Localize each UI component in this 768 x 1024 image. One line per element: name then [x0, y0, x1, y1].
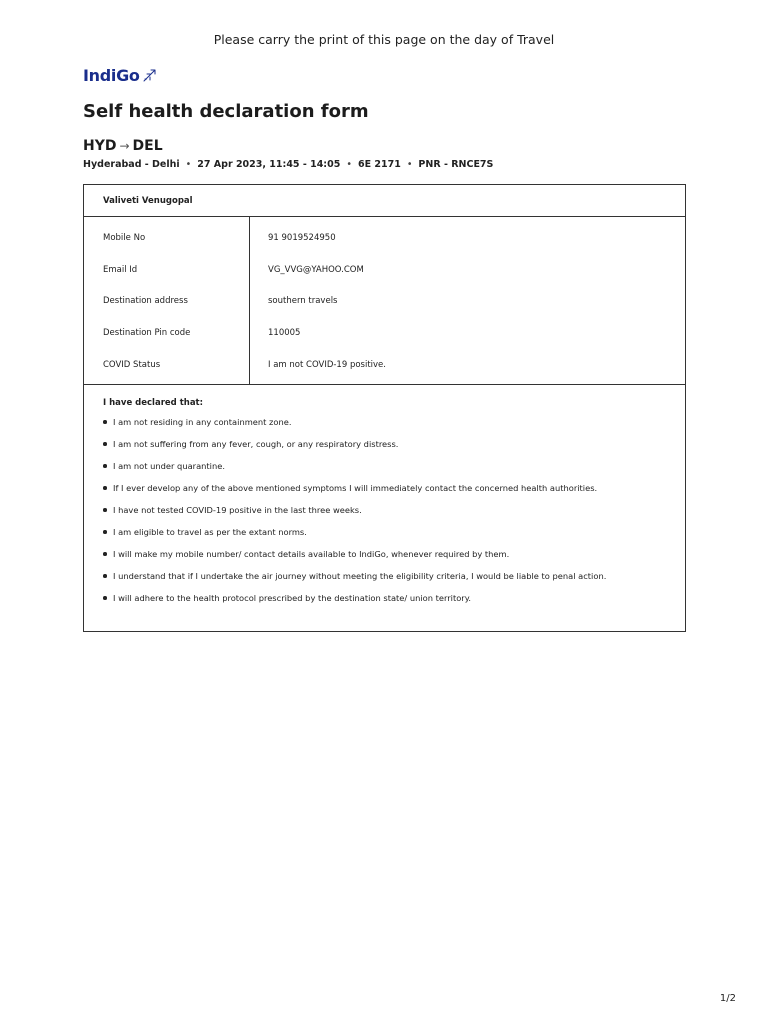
detail-row-address — [84, 291, 685, 311]
declaration-item: I am not residing in any containment zone. — [103, 416, 685, 438]
detail-label: Destination address — [103, 296, 188, 306]
declaration-item: I will adhere to the health protocol prescribed by the destination state/ union territory. — [103, 592, 685, 614]
flight-number: 6E 2171 — [357, 159, 401, 170]
detail-label: Email Id — [103, 265, 138, 275]
declaration-list — [103, 416, 685, 614]
route-to: DEL — [132, 138, 163, 154]
declaration-item: I am eligible to travel as per the extant norms. — [103, 526, 685, 548]
declaration-form — [83, 184, 686, 632]
detail-value: 110005 — [268, 328, 301, 338]
detail-row-email — [84, 260, 685, 280]
trip-datetime: 27 Apr 2023, 11:45 - 14:05 — [197, 159, 341, 170]
route-header — [83, 138, 163, 154]
pnr: PNR - RNCE7S — [418, 159, 494, 170]
print-note: Please carry the print of this page on the day of Travel — [213, 32, 555, 47]
detail-label: Destination Pin code — [103, 328, 191, 338]
page-number: 1/2 — [719, 993, 736, 1004]
detail-value: VG_VVG@YAHOO.COM — [268, 265, 364, 275]
declaration-item: I have not tested COVID-19 positive in the last three weeks. — [103, 504, 685, 526]
arrow-right-icon: → — [119, 139, 130, 153]
declaration-item: I will make my mobile number/ contact details available to IndiGo, whenever required by them. — [103, 548, 685, 570]
detail-value: I am not COVID-19 positive. — [268, 360, 386, 370]
separator-dot: • — [185, 159, 192, 170]
detail-value: southern travels — [268, 296, 338, 306]
declaration-title: I have declared that: — [103, 398, 204, 408]
detail-row-pincode — [84, 323, 685, 343]
passenger-name: Valiveti Venugopal — [103, 195, 193, 206]
declaration-item: I am not suffering from any fever, cough, or any respiratory distress. — [103, 438, 685, 460]
detail-value: 91 9019524950 — [268, 233, 336, 243]
brand-name: IndiGo — [83, 66, 140, 85]
declaration-item: If I ever develop any of the above mentioned symptoms I will immediately contact the concerned health authorities. — [103, 482, 685, 504]
route-from: HYD — [83, 138, 117, 154]
detail-row-covid — [84, 355, 685, 375]
detail-row-mobile — [84, 228, 685, 248]
details-table — [84, 217, 685, 385]
passenger-name-row — [84, 185, 685, 217]
trip-summary — [83, 159, 493, 170]
separator-dot: • — [406, 159, 413, 170]
plane-icon — [143, 69, 157, 82]
detail-label: COVID Status — [103, 360, 161, 370]
declaration-item: I understand that if I undertake the air journey without meeting the eligibility criteria, I would be liable to penal action. — [103, 570, 685, 592]
detail-label: Mobile No — [103, 233, 146, 243]
trip-cities: Hyderabad - Delhi — [83, 159, 180, 170]
declaration-item: I am not under quarantine. — [103, 460, 685, 482]
page-title: Self health declaration form — [83, 101, 369, 122]
separator-dot: • — [346, 159, 352, 170]
indigo-logo — [83, 66, 157, 85]
declaration-section — [84, 385, 685, 614]
